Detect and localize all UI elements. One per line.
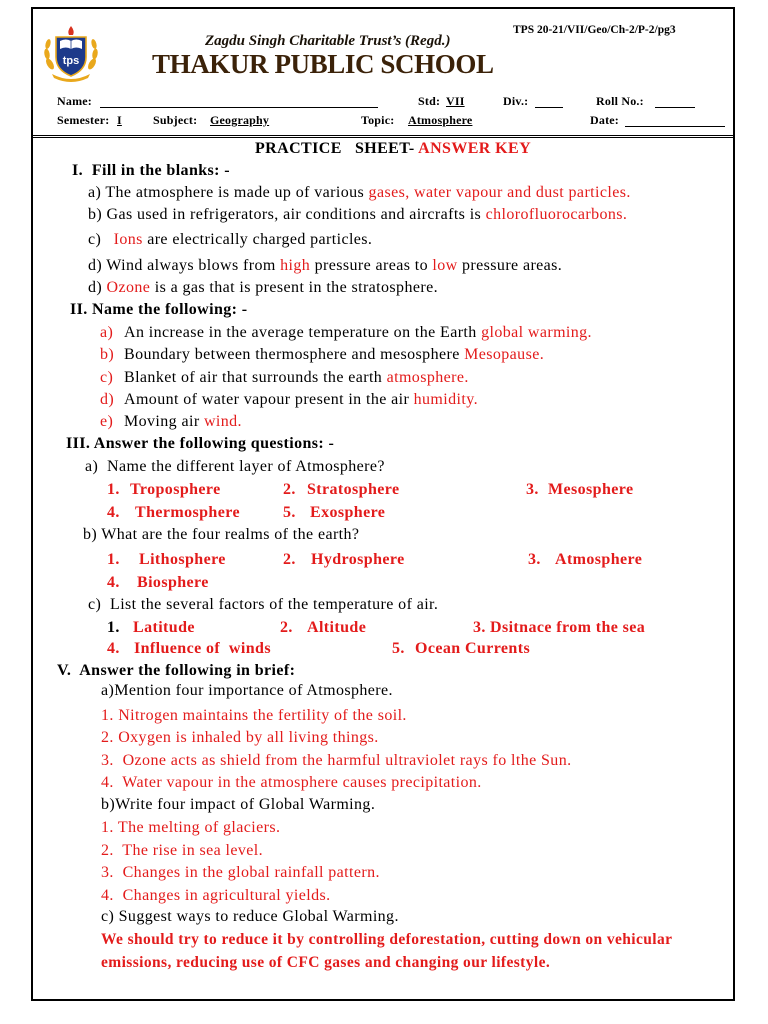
question-text: pressure areas to [314,257,429,274]
answer-text: Ocean Currents [415,640,531,657]
answer-text: Altitude [307,619,367,636]
semester-value: I [117,113,122,127]
name-label: Name: [57,94,92,108]
answer-item [107,619,195,637]
answer-number: 2. [280,619,293,636]
answer-text: Influence of winds [134,640,271,657]
answer-number: 5. [392,640,405,657]
answer-number: 2. [283,551,296,568]
question-text: Moving air [124,413,200,430]
sheet-title-text: PRACTICE SHEET- [255,140,415,157]
item-label: a) [88,184,102,201]
item-label: a) [100,324,114,341]
name-item-d [100,391,478,409]
answer-number: 1. [107,619,120,636]
answer-number: 4. [107,640,120,657]
answer-text: Atmosphere [555,551,643,568]
name-item-c [100,369,469,387]
div-blank-line [535,107,563,108]
fill-blank-item-d2 [88,279,438,297]
subject-label: Subject: [153,113,198,127]
answer-text: Thermosphere [135,504,240,521]
topic-value: Atmosphere [408,113,473,127]
answer-item [107,574,209,592]
item-label: b) [100,346,115,363]
brief-answer-paragraph-line: emissions, reducing use of CFC gases and changing our lifestyle. [101,954,551,971]
answer-item [280,619,366,637]
trust-name: Zagdu Singh Charitable Trust’s (Regd.) [205,33,451,49]
item-label: e) [100,413,114,430]
fill-blank-item-c [88,231,372,249]
brief-answer-line: 3. Changes in the global rainfall pattern. [101,864,380,881]
question-b: b) What are the four realms of the earth? [83,526,360,543]
document-code: TPS 20-21/VII/Geo/Ch-2/P-2/pg3 [513,24,676,36]
section-heading-name-following: II. Name the following: - [70,301,248,318]
section-heading-questions: III. Answer the following questions: - [66,435,335,452]
answer-number: 3. [473,619,486,636]
sheet-title [255,140,531,158]
item-label: b) [88,206,103,223]
answer-text: global warming. [481,324,592,341]
question-text: The atmosphere is made up of various [105,184,365,201]
answer-text: Dsitnace from the sea [490,619,646,636]
brief-question-b: b)Write four impact of Global Warming. [101,796,376,813]
brief-answer-line: 2. Oxygen is inhaled by all living things. [101,729,379,746]
answer-item [283,551,405,569]
name-item-a [100,324,592,342]
question-c: c) List the several factors of the temperature of air. [88,596,439,613]
semester-label: Semester: [57,113,110,127]
item-label: d) [100,391,115,408]
answer-text: Lithosphere [139,551,226,568]
answer-text: Ozone [106,279,151,296]
name-item-b [100,346,544,364]
answer-text: Exosphere [310,504,386,521]
answer-number: 4. [107,504,120,521]
answer-text: gases, water vapour and dust particles. [368,184,631,201]
brief-question-a: a)Mention four importance of Atmosphere. [101,682,393,699]
brief-answer-line: 4. Water vapour in the atmosphere causes precipitation. [101,774,482,791]
question-text: Amount of water vapour present in the air [124,391,410,408]
answer-item [283,504,385,522]
answer-item [107,551,226,569]
answer-text: high [280,257,311,274]
answer-text: Stratosphere [307,481,400,498]
question-text: Gas used in refrigerators, air conditions and aircrafts is [106,206,482,223]
answer-number: 3. [526,481,539,498]
school-logo [40,24,102,84]
answer-key-label: ANSWER KEY [418,140,532,157]
brief-answer-paragraph-line: We should try to reduce it by controlling deforestation, cutting down on vehicular [101,931,673,948]
question-text: An increase in the average temperature on the Earth [124,324,477,341]
answer-text: Mesosphere [548,481,634,498]
answer-text: atmosphere. [386,369,469,386]
item-label: d) [88,279,103,296]
date-blank-line [625,126,725,127]
answer-text: Biosphere [137,574,209,591]
item-label: c) [100,369,114,386]
brief-question-c: c) Suggest ways to reduce Global Warming. [101,908,399,925]
answer-number: 4. [107,574,120,591]
answer-text: humidity. [413,391,478,408]
brief-answer-line: 1. Nitrogen maintains the fertility of the soil. [101,707,407,724]
answer-item [473,619,645,637]
fill-blank-item-a [88,184,631,202]
answer-item [283,481,400,499]
header-divider [33,135,733,138]
std-value: VII [446,94,465,108]
brief-answer-line: 2. The rise in sea level. [101,842,264,859]
name-blank-line [100,107,378,108]
answer-number: 2. [283,481,296,498]
answer-item [107,504,240,522]
question-a: a) Name the different layer of Atmosphere? [85,458,385,475]
brief-answer-line: 1. The melting of glaciers. [101,819,281,836]
answer-number: 3. [528,551,541,568]
brief-answer-line: 3. Ozone acts as shield from the harmful ultraviolet rays fo lthe Sun. [101,752,572,769]
brief-answer-line: 4. Changes in agricultural yields. [101,887,331,904]
answer-text: wind. [203,413,242,430]
answer-number: 1. [107,481,120,498]
item-label: c) [88,231,102,248]
answer-text: Mesopause. [464,346,545,363]
question-text: is a gas that is present in the stratosphere. [154,279,438,296]
answer-item [107,481,221,499]
question-text: are electrically charged particles. [147,231,373,248]
answer-item [392,640,530,658]
std-label: Std: [418,94,441,108]
answer-text: Latitude [133,619,195,636]
question-text: Blanket of air that surrounds the earth [124,369,383,386]
logo-flame-icon [68,26,73,35]
question-text: pressure areas. [462,257,563,274]
subject-value: Geography [210,113,270,127]
answer-item [107,640,271,658]
answer-item [528,551,642,569]
name-item-e [100,413,242,431]
topic-label: Topic: [361,113,395,127]
answer-text: Hydrosphere [311,551,405,568]
section-heading-brief: V. Answer the following in brief: [57,662,296,679]
section-heading-fill-blanks: I. Fill in the blanks: - [72,162,231,179]
answer-text: Ions [113,231,143,248]
question-text: Boundary between thermosphere and mesosphere [124,346,460,363]
date-label: Date: [590,113,619,127]
logo-text: tps [62,55,80,67]
roll-no-blank-line [655,107,695,108]
div-label: Div.: [503,94,529,108]
answer-item [526,481,633,499]
item-label: d) [88,257,103,274]
question-text: Wind always blows from [106,257,276,274]
answer-number: 1. [107,551,120,568]
fill-blank-item-b [88,206,627,224]
school-name: THAKUR PUBLIC SCHOOL [152,49,494,79]
answer-text: low [432,257,458,274]
fill-blank-item-d [88,257,562,275]
answer-text: chlorofluorocarbons. [485,206,628,223]
answer-number: 5. [283,504,296,521]
roll-no-label: Roll No.: [596,94,644,108]
answer-text: Troposphere [130,481,221,498]
